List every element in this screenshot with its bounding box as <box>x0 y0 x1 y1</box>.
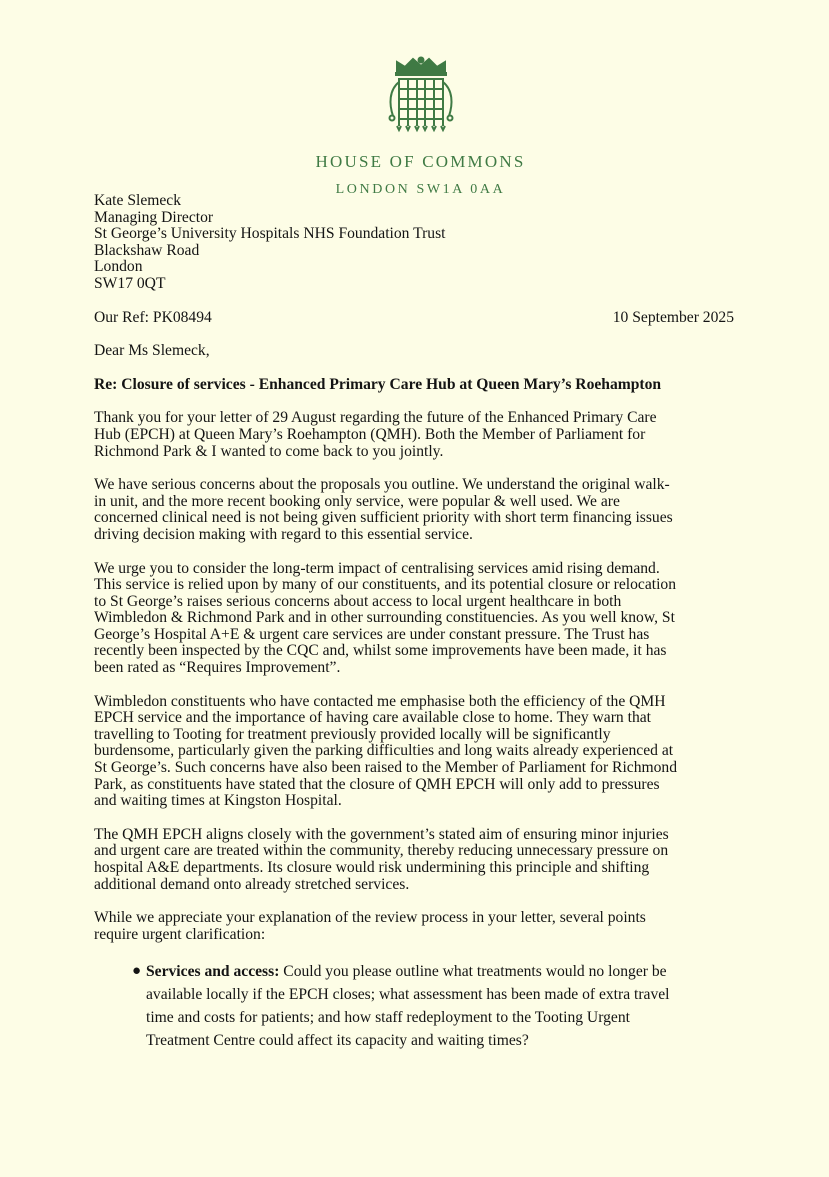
house-address: LONDON SW1A 0AA <box>335 182 506 197</box>
paragraph-line: recently been inspected by the CQC and, whilst some improvements have been made, it has <box>94 642 667 660</box>
bullet-heading: Services and access: <box>146 963 280 981</box>
bullet-item <box>132 960 734 1052</box>
bullet-list <box>94 960 734 1052</box>
portcullis-icon <box>383 56 459 134</box>
bullet-line: available locally if the EPCH closes; what assessment has been made of extra travel <box>146 986 670 1004</box>
paragraph <box>94 410 734 460</box>
subject-line: Re: Closure of services - Enhanced Primary Care Hub at Queen Mary’s Roehampton <box>94 375 662 393</box>
paragraph-line: Wimbledon & Richmond Park and in other surrounding constituencies. As you well know, St <box>94 609 675 627</box>
paragraph-line: We urge you to consider the long-term impact of centralising services amid rising demand. <box>94 559 660 577</box>
paragraph <box>94 477 734 543</box>
bullet-line: time and costs for patients; and how staff redeployment to the Tooting Urgent <box>146 1009 630 1027</box>
paragraph-line: additional demand onto already stretched services. <box>94 875 410 893</box>
paragraph-line: EPCH service and the importance of having care available close to home. They warn that <box>94 709 651 727</box>
bullet-line: Treatment Centre could affect its capacity and waiting times? <box>146 1032 529 1050</box>
paragraph-line: and urgent care are treated within the community, thereby reducing unnecessary pressure on <box>94 842 669 860</box>
paragraph <box>94 694 734 810</box>
paragraph-line: been rated as “Requires Improvement”. <box>94 659 341 677</box>
paragraph-line: George’s Hospital A+E & urgent care services are under constant pressure. The Trust has <box>94 625 650 643</box>
paragraph-line: Thank you for your letter of 29 August regarding the future of the Enhanced Primary Care <box>94 409 657 427</box>
paragraph-line: This service is relied upon by many of our constituents, and its potential closure or relocation <box>94 576 677 594</box>
paragraph-line: Wimbledon constituents who have contacted me emphasise both the efficiency of the QMH <box>94 692 666 710</box>
paragraph-line: Hub (EPCH) at Queen Mary’s Roehampton (QMH). Both the Member of Parliament for <box>94 425 646 443</box>
paragraph-line: burdensome, particularly given the parking difficulties and long waits already experienced at <box>94 742 674 760</box>
recipient-name: Kate Slemeck <box>94 192 182 209</box>
bullet-icon: ● <box>132 963 142 980</box>
paragraph-line: and waiting times at Kingston Hospital. <box>94 792 342 810</box>
recipient-postcode: SW17 0QT <box>94 274 166 292</box>
paragraph-line: Park, as constituents have stated that the closure of QMH EPCH will only add to pressures <box>94 775 660 793</box>
reference: Our Ref: PK08494 <box>94 308 212 326</box>
paragraph-line: We have serious concerns about the proposals you outline. We understand the original walk- <box>94 476 670 494</box>
paragraph <box>94 827 734 893</box>
paragraph-line: The QMH EPCH aligns closely with the government’s stated aim of ensuring minor injuries <box>94 825 669 843</box>
paragraph <box>94 910 734 943</box>
paragraph-line: to St George’s raises serious concerns about access to local urgent healthcare in both <box>94 592 622 610</box>
recipient-address <box>94 193 734 293</box>
letter-body <box>94 193 734 1052</box>
paragraph-line: Richmond Park & I wanted to come back to you jointly. <box>94 442 444 460</box>
bullet-text: Could you please outline what treatments would no longer be <box>279 963 667 981</box>
reference-row <box>94 310 734 327</box>
bullet-line <box>146 960 734 983</box>
recipient-street: Blackshaw Road <box>94 241 200 259</box>
recipient-title: Managing Director <box>94 208 214 226</box>
recipient-city: London <box>94 258 143 276</box>
paragraph-line: driving decision making with regard to this essential service. <box>94 525 473 543</box>
letter-date: 10 September 2025 <box>612 308 734 326</box>
paragraph-line: travelling to Tooting for treatment previously provided locally will be significantly <box>94 725 611 743</box>
paragraph-line: in unit, and the more recent booking only service, were popular & well used. We are <box>94 492 620 510</box>
house-name: HOUSE OF COMMONS <box>315 152 526 171</box>
salutation: Dear Ms Slemeck, <box>94 342 210 360</box>
paragraph-line: While we appreciate your explanation of the review process in your letter, several points <box>94 909 646 927</box>
recipient-organisation: St George’s University Hospitals NHS Foundation Trust <box>94 225 446 243</box>
paragraph-line: require urgent clarification: <box>94 925 266 943</box>
paragraph-line: concerned clinical need is not being given sufficient priority with short term financing issues <box>94 509 673 527</box>
paragraph-line: St George’s. Such concerns have also been raised to the Member of Parliament for Richmond <box>94 759 678 777</box>
paragraph-line: hospital A&E departments. Its closure would risk undermining this principle and shifting <box>94 859 650 876</box>
paragraph <box>94 561 734 677</box>
